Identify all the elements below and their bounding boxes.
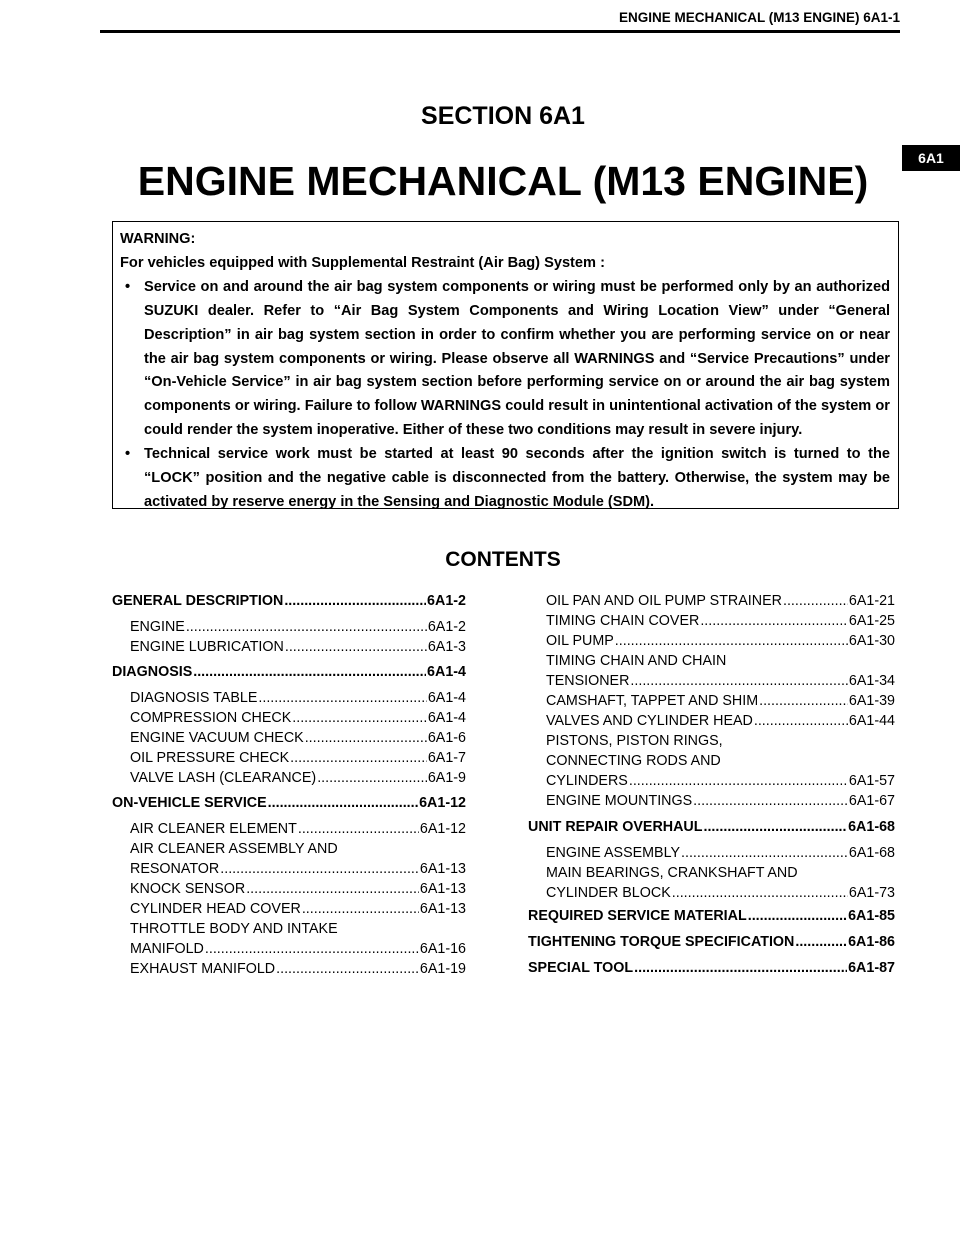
- toc-entry-title: RESONATOR: [130, 861, 220, 877]
- toc-entry-title: ENGINE: [130, 619, 185, 635]
- toc-leader-dots: [285, 637, 427, 657]
- toc-leader-dots: [290, 748, 427, 768]
- toc-entry: [546, 863, 895, 903]
- toc-leader-dots: [246, 879, 419, 899]
- toc-leader-dots: [258, 688, 426, 708]
- main-title: ENGINE MECHANICAL (M13 ENGINE): [137, 158, 869, 204]
- toc-leader-dots: [783, 591, 848, 611]
- toc-page-number: 6A1-19: [419, 961, 466, 977]
- toc-leader-dots: [317, 768, 427, 788]
- toc-page-number: 6A1-73: [848, 885, 895, 901]
- toc-entry-title: UNIT REPAIR OVERHAUL: [528, 819, 703, 835]
- toc-leader-dots: [703, 817, 847, 837]
- toc-entry-title: MAIN BEARINGS, CRANKSHAFT AND: [546, 865, 798, 881]
- contents-title: CONTENTS: [445, 548, 561, 571]
- toc-entry-title: CYLINDERS: [546, 773, 628, 789]
- toc-page-number: 6A1-2: [427, 619, 466, 635]
- toc-entry-title: CAMSHAFT, TAPPET AND SHIM: [546, 693, 759, 709]
- toc-page-number: 6A1-13: [419, 881, 466, 897]
- toc-leader-dots: [748, 906, 847, 926]
- toc-entry: [130, 708, 466, 728]
- toc-entry-title: ENGINE VACUUM CHECK: [130, 730, 304, 746]
- toc-entry: [130, 839, 466, 879]
- toc-entry-title: GENERAL DESCRIPTION: [112, 593, 284, 609]
- toc-entry-title: VALVES AND CYLINDER HEAD: [546, 713, 753, 729]
- toc-leader-dots: [305, 728, 427, 748]
- toc-entry: [528, 817, 895, 837]
- toc-entry: [528, 958, 895, 978]
- toc-leader-dots: [276, 959, 419, 979]
- toc-page-number: 6A1-12: [419, 821, 466, 837]
- toc-entry: [546, 591, 895, 611]
- toc-entry: [112, 793, 466, 813]
- toc-entry-title: CONNECTING RODS AND: [546, 753, 721, 769]
- toc-page-number: 6A1-87: [848, 960, 895, 976]
- toc-entry: [546, 731, 895, 791]
- warning-bullet-text: Service on and around the air bag system components or wiring must be performed only by an authorized SUZUKI dealer. Refer to “Air Bag System Components and Wiring Location View” under “General Description” in air bag system section in order to confirm whether you are performing service on or near the air bag system components or wiring. Please observe all WARNINGS and “Service Precautions” under “On-Vehicle Service” in air bag system section before performing service on or around the air bag system components or wiring. Failure to follow WARNINGS could result in unintentional activation of the system or could render the system inoperative. Either of these two conditions may result in severe injury.: [144, 278, 890, 439]
- toc-entry: [130, 728, 466, 748]
- toc-entry-title: DIAGNOSIS: [112, 664, 193, 680]
- toc-leader-dots: [268, 793, 418, 813]
- toc-page-number: 6A1-86: [848, 934, 895, 950]
- toc-leader-dots: [629, 771, 848, 791]
- toc-page-number: 6A1-68: [848, 819, 895, 835]
- toc-entry-title: THROTTLE BODY AND INTAKE: [130, 921, 338, 937]
- toc-leader-dots: [634, 958, 847, 978]
- toc-page-number: 6A1-16: [419, 941, 466, 957]
- toc-entry-title: OIL PRESSURE CHECK: [130, 750, 290, 766]
- toc-entry-title: AIR CLEANER ELEMENT: [130, 821, 297, 837]
- toc-page-number: 6A1-44: [848, 713, 895, 729]
- toc-page-number: 6A1-30: [848, 633, 895, 649]
- toc-leader-dots: [186, 617, 427, 637]
- toc-page-number: 6A1-4: [427, 664, 466, 680]
- toc-entry: [112, 662, 466, 682]
- toc-leader-dots: [292, 708, 427, 728]
- toc-leader-dots: [759, 691, 848, 711]
- toc-entry-title: CYLINDER HEAD COVER: [130, 901, 301, 917]
- toc-entry: [528, 906, 895, 926]
- toc-page-number: 6A1-21: [848, 593, 895, 609]
- toc-leader-dots: [302, 899, 419, 919]
- toc-entry-title: SPECIAL TOOL: [528, 960, 634, 976]
- warning-heading: WARNING:: [120, 231, 196, 247]
- toc-page-number: 6A1-4: [427, 690, 466, 706]
- toc-leader-dots: [630, 671, 847, 691]
- toc-page-number: 6A1-57: [848, 773, 895, 789]
- toc-entry-title: OIL PAN AND OIL PUMP STRAINER: [546, 593, 782, 609]
- bullet-icon: •: [125, 446, 131, 463]
- toc-page-number: 6A1-2: [427, 593, 466, 609]
- toc-entry: [130, 879, 466, 899]
- toc-entry-title: OIL PUMP: [546, 633, 614, 649]
- toc-page-number: 6A1-7: [427, 750, 466, 766]
- toc-page-number: 6A1-12: [419, 795, 466, 811]
- toc-entry: [130, 748, 466, 768]
- toc-entry-title: VALVE LASH (CLEARANCE): [130, 770, 317, 786]
- toc-entry-title: DIAGNOSIS TABLE: [130, 690, 258, 706]
- toc-page-number: 6A1-39: [848, 693, 895, 709]
- section-label: SECTION 6A1: [421, 102, 585, 130]
- toc-entry-title: TIMING CHAIN AND CHAIN: [546, 653, 727, 669]
- warning-box: [112, 221, 899, 509]
- section-side-tab: 6A1: [902, 145, 960, 171]
- toc-entry-title: ENGINE MOUNTINGS: [546, 793, 693, 809]
- warning-bullet: [120, 276, 890, 443]
- toc-page-number: 6A1-67: [848, 793, 895, 809]
- toc-entry-title: ON-VEHICLE SERVICE: [112, 795, 267, 811]
- toc-entry-title: MANIFOLD: [130, 941, 204, 957]
- toc-entry-title: CYLINDER BLOCK: [546, 885, 671, 901]
- header-rule: [100, 30, 900, 33]
- toc-leader-dots: [298, 819, 419, 839]
- toc-entry: [546, 631, 895, 651]
- toc-entry: [130, 959, 466, 979]
- toc-entry-title: PISTONS, PISTON RINGS,: [546, 733, 723, 749]
- toc-page-number: 6A1-13: [419, 861, 466, 877]
- toc-page-number: 6A1-85: [848, 908, 895, 924]
- toc-leader-dots: [700, 611, 848, 631]
- toc-entry: [130, 688, 466, 708]
- toc-leader-dots: [615, 631, 848, 651]
- toc-entry-title: TIGHTENING TORQUE SPECIFICATION: [528, 934, 795, 950]
- toc-page-number: 6A1-34: [848, 673, 895, 689]
- page-header-title: ENGINE MECHANICAL (M13 ENGINE) 6A1-1: [618, 10, 900, 25]
- toc-entry-title: COMPRESSION CHECK: [130, 710, 292, 726]
- toc-page-number: 6A1-6: [427, 730, 466, 746]
- toc-leader-dots: [681, 843, 848, 863]
- toc-entry: [130, 819, 466, 839]
- toc-entry-title: EXHAUST MANIFOLD: [130, 961, 276, 977]
- toc-entry-title: ENGINE ASSEMBLY: [546, 845, 681, 861]
- toc-entry-title: REQUIRED SERVICE MATERIAL: [528, 908, 747, 924]
- toc-leader-dots: [284, 591, 426, 611]
- toc-entry: [130, 768, 466, 788]
- toc-page-number: 6A1-3: [427, 639, 466, 655]
- toc-page-number: 6A1-25: [848, 613, 895, 629]
- toc-entry: [546, 843, 895, 863]
- toc-leader-dots: [754, 711, 848, 731]
- toc-leader-dots: [205, 939, 419, 959]
- toc-entry: [130, 617, 466, 637]
- toc-entry-title: TIMING CHAIN COVER: [546, 613, 700, 629]
- toc-entry-title: AIR CLEANER ASSEMBLY AND: [130, 841, 338, 857]
- toc-page-number: 6A1-4: [427, 710, 466, 726]
- toc-leader-dots: [193, 662, 426, 682]
- toc-entry: [130, 899, 466, 919]
- warning-bullet-text: Technical service work must be started at least 90 seconds after the ignition switch is turned to the “LOCK” position and the negative cable is disconnected from the battery. Otherwise, the system may be activated by reserve energy in the Sensing and Diagnostic Module (SDM).: [144, 446, 890, 510]
- toc-entry: [528, 932, 895, 952]
- bullet-icon: •: [125, 278, 131, 295]
- toc-page-number: 6A1-68: [848, 845, 895, 861]
- warning-bullet: [120, 443, 890, 515]
- toc-page-number: 6A1-9: [427, 770, 466, 786]
- toc-entry: [546, 791, 895, 811]
- toc-entry: [546, 651, 895, 691]
- toc-entry-title: TENSIONER: [546, 673, 630, 689]
- toc-entry: [546, 691, 895, 711]
- toc-entry: [112, 591, 466, 611]
- toc-entry: [546, 711, 895, 731]
- toc-leader-dots: [795, 932, 847, 952]
- warning-intro: For vehicles equipped with Supplemental Restraint (Air Bag) System :: [120, 254, 605, 271]
- toc-leader-dots: [693, 791, 848, 811]
- toc-entry: [546, 611, 895, 631]
- toc-entry-title: KNOCK SENSOR: [130, 881, 246, 897]
- toc-leader-dots: [220, 859, 419, 879]
- toc-entry: [130, 919, 466, 959]
- toc-leader-dots: [672, 883, 848, 903]
- toc-entry: [130, 637, 466, 657]
- toc-page-number: 6A1-13: [419, 901, 466, 917]
- toc-entry-title: ENGINE LUBRICATION: [130, 639, 284, 655]
